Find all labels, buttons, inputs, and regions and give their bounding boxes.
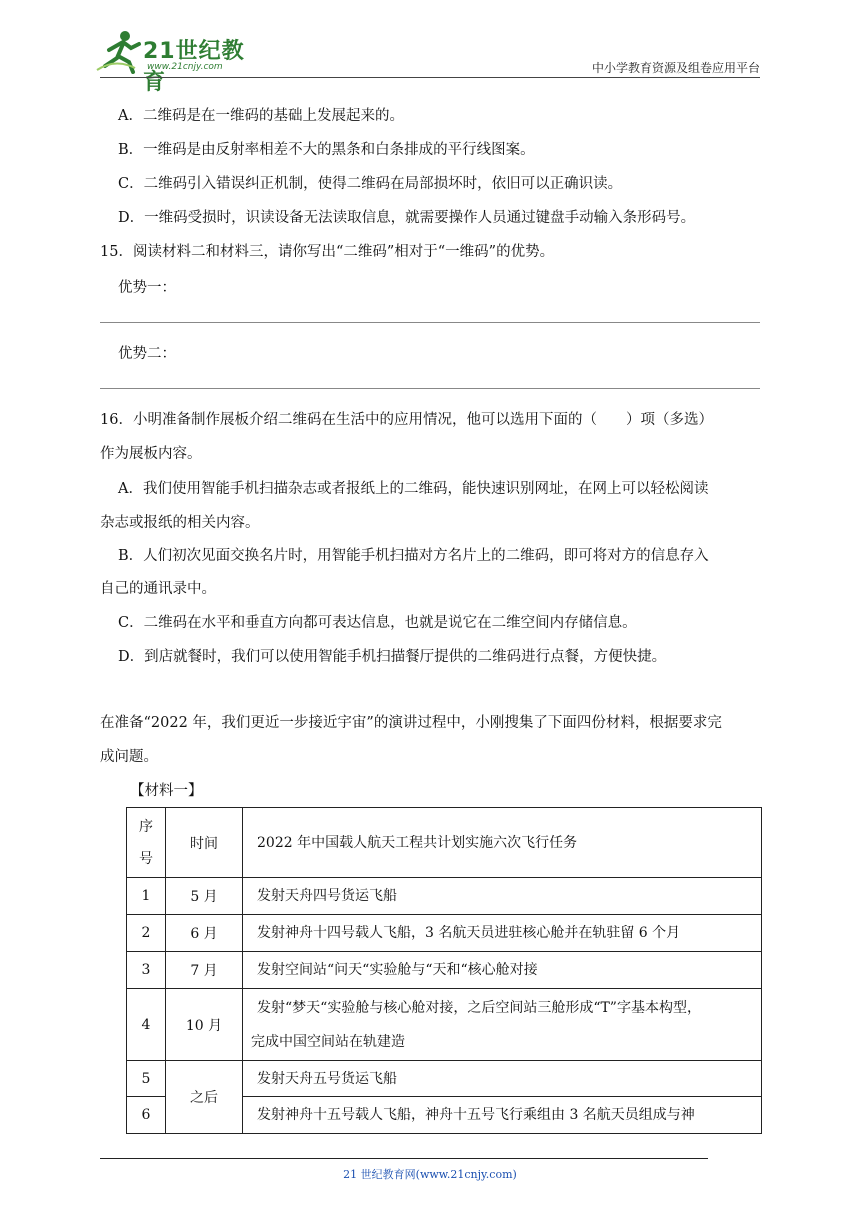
footer-text[interactable]: 21 世纪教育网(www.21cnjy.com) — [343, 1168, 517, 1181]
row-task: 发射神舟十四号载人飞船，3 名航天员进驻核心舱并在轨驻留 6 个月 — [243, 915, 762, 952]
q14-option-d: D．一维码受损时，识读设备无法读取信息，就需要操作人员通过键盘手动输入条形码号。 — [118, 210, 696, 226]
row-task: 发射天舟五号货运飞船 — [243, 1061, 762, 1097]
q16-question-line1: 16．小明准备制作展板介绍二维码在生活中的应用情况，他可以选用下面的（ ）项（多选） — [100, 412, 713, 428]
q16-option-b-line1: B．人们初次见面交换名片时，用智能手机扫描对方名片上的二维码，即可将对方的信息存入 — [118, 548, 709, 564]
row-no: 1 — [127, 878, 166, 915]
row-task: 发射空间站“问天“实验舱与“天和“核心舱对接 — [243, 952, 762, 989]
row-task-line1: 发射“梦天“实验舱与核心舱对接，之后空间站三舱形成“T”字基本构型， — [257, 999, 701, 1016]
logo-url: www.21cnjy.com — [147, 62, 223, 72]
page-header — [95, 28, 760, 95]
logo-text: 21世纪教育 — [143, 39, 245, 95]
row-no: 6 — [127, 1097, 166, 1134]
table-row — [127, 878, 762, 915]
header-no-part1: 序 — [139, 818, 153, 835]
runner-logo-icon — [95, 28, 143, 74]
answer-line-2[interactable] — [100, 388, 760, 389]
row-task: 发射天舟四号货运飞船 — [243, 878, 762, 915]
row-time: 5 月 — [166, 878, 243, 915]
q16-question-line2: 作为展板内容。 — [100, 446, 202, 462]
header-cell-task: 2022 年中国载人航天工程共计划实施六次飞行任务 — [243, 808, 762, 878]
section-intro-line2: 成问题。 — [100, 749, 158, 765]
q15-question: 15．阅读材料二和材料三，请你写出“二维码”相对于“一维码”的优势。 — [100, 244, 555, 260]
table-row — [127, 915, 762, 952]
footer-divider — [100, 1158, 708, 1159]
row-time: 10 月 — [166, 989, 243, 1061]
table-row — [127, 952, 762, 989]
row-no: 3 — [127, 952, 166, 989]
row-task-line2: 完成中国空间站在轨建造 — [251, 1033, 405, 1050]
row-task — [243, 989, 762, 1061]
row-task: 发射神舟十五号载人飞船，神舟十五号飞行乘组由 3 名航天员组成与神 — [243, 1097, 762, 1134]
site-tagline: 中小学教育资源及组卷应用平台 — [591, 61, 760, 75]
section-intro-line1: 在准备“2022 年，我们更近一步接近宇宙”的演讲过程中，小刚搜集了下面四份材料，根据要求完 — [100, 715, 722, 731]
table-row — [127, 989, 762, 1061]
site-logo[interactable] — [95, 28, 265, 95]
row-no: 2 — [127, 915, 166, 952]
header-no-part2: 号 — [139, 850, 153, 867]
row-time: 6 月 — [166, 915, 243, 952]
advantage-1-label: 优势一： — [118, 280, 176, 296]
q16-option-b-line2: 自己的通讯录中。 — [100, 581, 216, 597]
header-cell-time: 时间 — [166, 808, 243, 878]
row-no: 4 — [127, 989, 166, 1061]
q14-option-c: C．二维码引入错误纠正机制，使得二维码在局部损坏时，依旧可以正确识读。 — [118, 176, 623, 192]
q16-option-a-line1: A．我们使用智能手机扫描杂志或者报纸上的二维码，能快速识别网址，在网上可以轻松阅读 — [118, 481, 709, 497]
q14-option-b: B．一维码是由反射率相差不大的黑条和白条排成的平行线图案。 — [118, 142, 535, 158]
row-time: 7 月 — [166, 952, 243, 989]
header-divider — [100, 77, 760, 78]
row-no: 5 — [127, 1061, 166, 1097]
material-label: 【材料一】 — [130, 783, 203, 799]
q14-option-a: A．二维码是在一维码的基础上发展起来的。 — [118, 108, 404, 124]
table-header-row — [127, 808, 762, 878]
q16-option-c: C．二维码在水平和垂直方向都可表达信息，也就是说它在二维空间内存储信息。 — [118, 615, 637, 631]
q16-option-a-line2: 杂志或报纸的相关内容。 — [100, 515, 260, 531]
header-cell-no — [127, 808, 166, 878]
table-row — [127, 1061, 762, 1097]
row-time: 之后 — [166, 1061, 243, 1134]
mission-table — [126, 807, 762, 1134]
answer-line-1[interactable] — [100, 322, 760, 323]
q16-option-d: D．到店就餐时，我们可以使用智能手机扫描餐厅提供的二维码进行点餐，方便快捷。 — [118, 649, 667, 665]
advantage-2-label: 优势二： — [118, 346, 176, 362]
